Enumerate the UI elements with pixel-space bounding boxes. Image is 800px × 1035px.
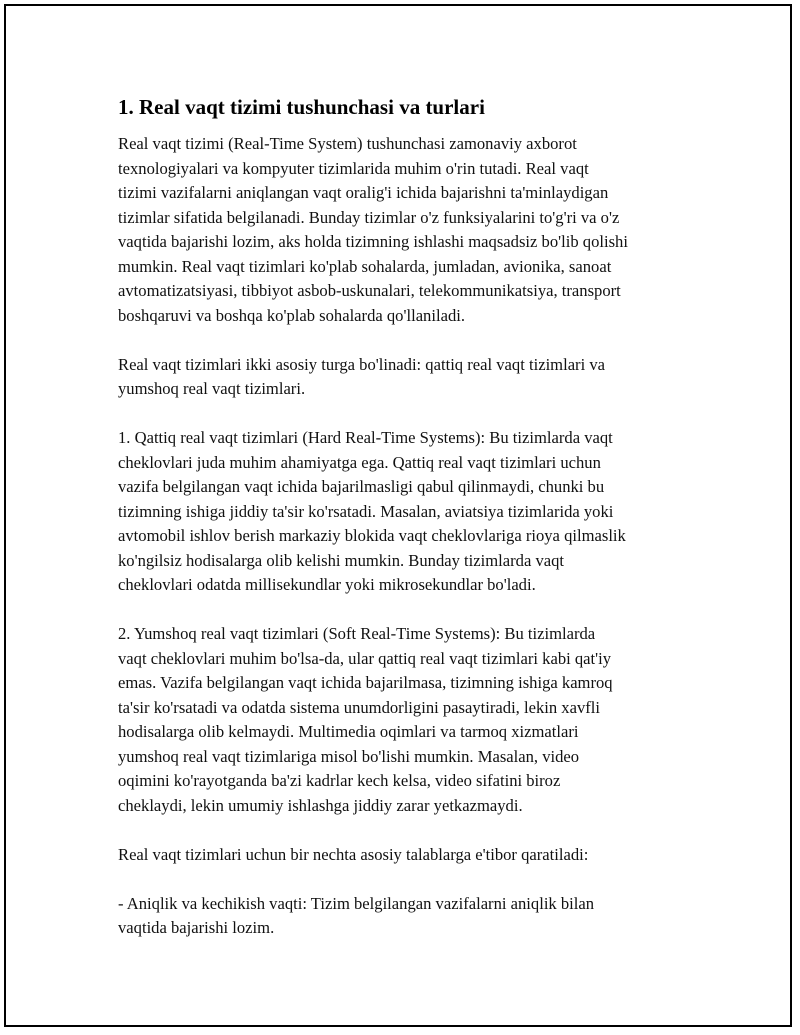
paragraph-requirements-intro	[118, 843, 698, 868]
text-line: texnologiyalari va kompyuter tizimlarida muhim o'rin tutadi. Real vaqt	[118, 158, 589, 178]
text-line: 1. Qattiq real vaqt tizimlari (Hard Real-Time Systems): Bu tizimlarda vaqt	[118, 428, 613, 447]
text-line: 2. Yumshoq real vaqt tizimlari (Soft Real-Time Systems): Bu tizimlarda	[118, 624, 596, 643]
text-line: Real vaqt tizimlari ikki asosiy turga bo'linadi: qattiq real vaqt tizimlari va	[118, 354, 606, 374]
text-line: ta'sir ko'rsatadi va odatda sistema unumdorligini pasaytiradi, lekin xavfli	[118, 697, 601, 717]
document-body	[118, 94, 698, 965]
paragraph-requirement-accuracy	[118, 892, 698, 941]
text-line: vaqtida bajarishi lozim, aks holda tizimning ishlashi maqsadsiz bo'lib qolishi	[118, 232, 628, 251]
text-line: emas. Vazifa belgilangan vaqt ichida bajarilmasa, tizimning ishiga kamroq	[118, 673, 613, 692]
text-line: avtomobil ishlov berish markaziy blokida vaqt cheklovlariga rioya qilmaslik	[118, 526, 626, 545]
text-line: cheklovlari odatda millisekundlar yoki mikrosekundlar bo'ladi.	[118, 575, 536, 594]
text-line: avtomatizatsiyasi, tibbiyot asbob-uskunalari, telekommunikatsiya, transport	[118, 281, 621, 300]
text-line: oqimini ko'rayotganda ba'zi kadrlar kech kelsa, video sifatini biroz	[118, 771, 561, 790]
paragraph-types	[118, 353, 698, 402]
text-line: ko'ngilsiz hodisalarga olib kelishi mumkin. Bunday tizimlarda vaqt	[118, 550, 565, 570]
text-line: Real vaqt tizimlari uchun bir nechta asosiy talablarga e'tibor qaratiladi:	[118, 844, 589, 864]
section-heading: 1. Real vaqt tizimi tushunchasi va turlari	[118, 95, 485, 119]
text-line: vaqt cheklovlari muhim bo'lsa-da, ular qattiq real vaqt tizimlari kabi qat'iy	[118, 648, 612, 668]
text-line: yumshoq real vaqt tizimlariga misol bo'lishi mumkin. Masalan, video	[118, 746, 580, 766]
text-line: vazifa belgilangan vaqt ichida bajarilmasligi qabul qilinmaydi, chunki bu	[118, 477, 605, 496]
paragraph-soft-real-time	[118, 622, 698, 818]
text-line: vaqtida bajarishi lozim.	[118, 918, 275, 937]
paragraph-intro	[118, 132, 698, 328]
text-line: tizimi vazifalarni aniqlangan vaqt oralig'i ichida bajarishni ta'minlaydigan	[118, 183, 609, 202]
paragraph-hard-real-time	[118, 426, 698, 598]
text-line: yumshoq real vaqt tizimlari.	[118, 379, 306, 398]
text-line: boshqaruvi va boshqa ko'plab sohalarda qo'llaniladi.	[118, 305, 465, 325]
text-line: tizimlar sifatida belgilanadi. Bunday tizimlar o'z funksiyalarini to'g'ri va o'z	[118, 207, 620, 227]
text-line: Real vaqt tizimi (Real-Time System) tushunchasi zamonaviy axborot	[118, 134, 577, 153]
text-line: cheklaydi, lekin umumiy ishlashga jiddiy zarar yetkazmaydi.	[118, 795, 523, 815]
text-line: hodisalarga olib kelmaydi. Multimedia oqimlari va tarmoq xizmatlari	[118, 722, 579, 741]
text-line: tizimning ishiga jiddiy ta'sir ko'rsatadi. Masalan, aviatsiya tizimlarida yoki	[118, 501, 614, 521]
text-line: cheklovlari juda muhim ahamiyatga ega. Qattiq real vaqt tizimlari uchun	[118, 452, 601, 472]
text-line: - Aniqlik va kechikish vaqti: Tizim belgilangan vazifalarni aniqlik bilan	[118, 893, 595, 913]
text-line: mumkin. Real vaqt tizimlari ko'plab sohalarda, jumladan, avionika, sanoat	[118, 256, 612, 276]
